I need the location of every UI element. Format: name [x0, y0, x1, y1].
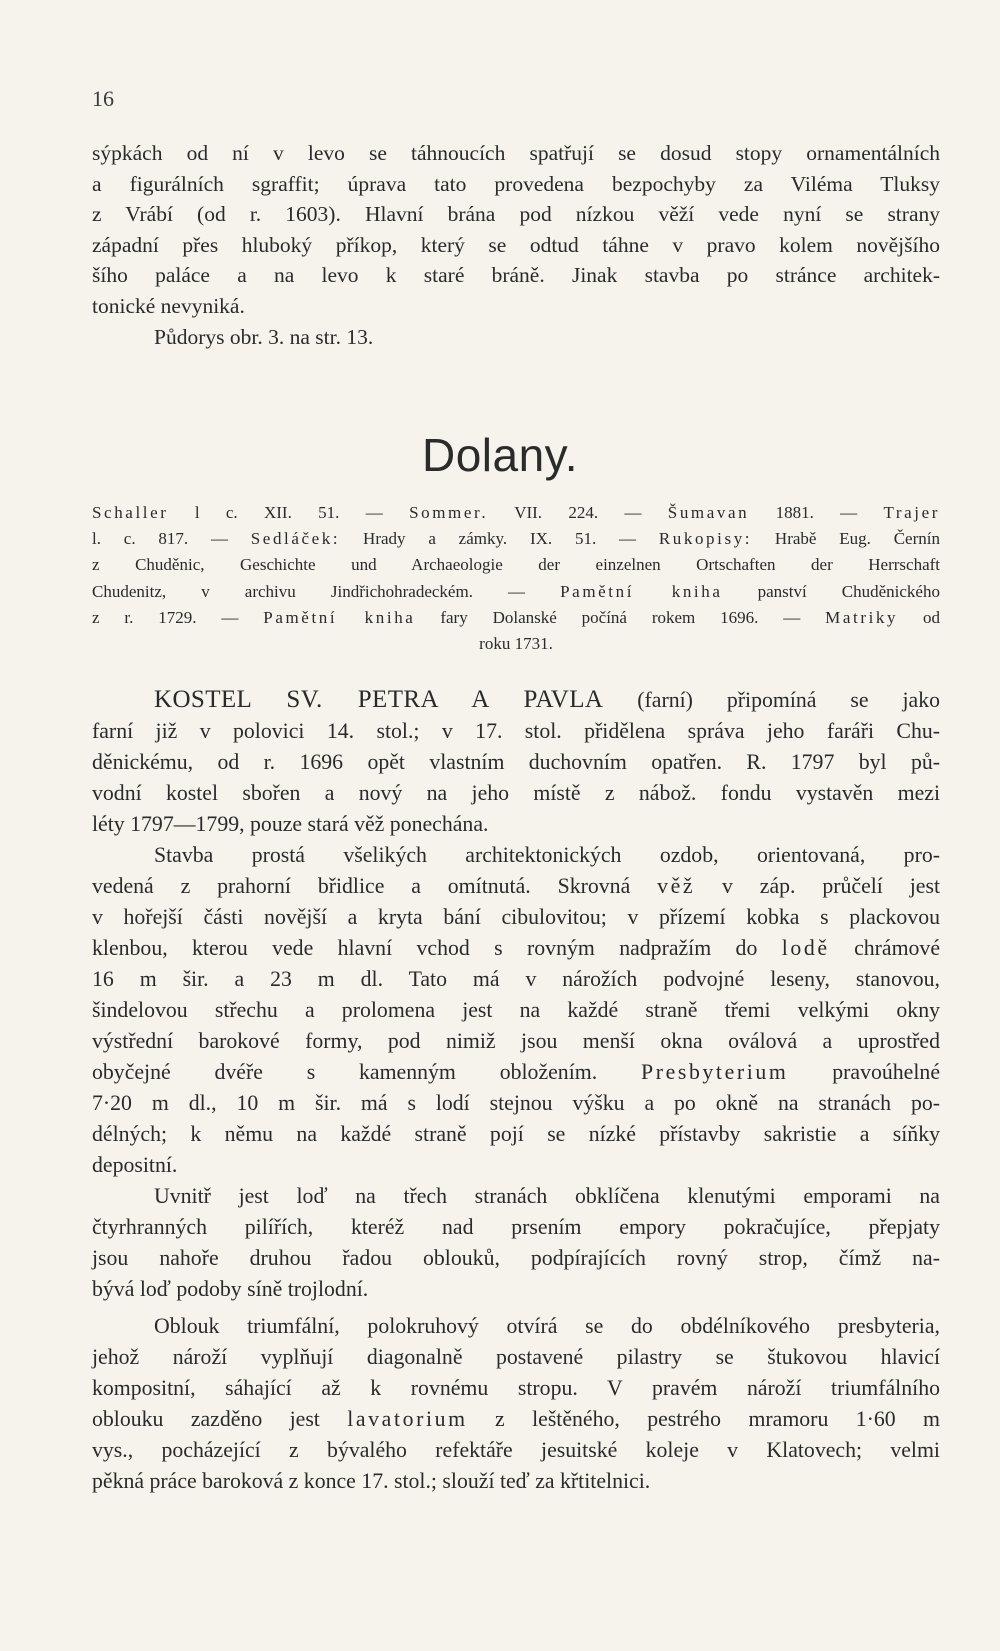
sources-paragraph [92, 500, 940, 657]
source-text: l c. XII. 51. — [168, 503, 410, 522]
text-line: západní přes hluboký příkop, který se odtud táhne v pravo kolem novějšího [92, 232, 940, 257]
text-line: Uvnitř jest loď na třech stranách obklíčena klenutými emporami na [154, 1184, 940, 1208]
source-text: panství Chuděnického [722, 581, 940, 601]
source-text: fary Dolanské počíná rokem 1696. — [415, 607, 826, 627]
text-span: z leštěného, pestrého mramoru 1·60 m [467, 1407, 940, 1431]
intro-paragraph [92, 138, 940, 352]
text-line [92, 933, 940, 964]
source-author: Matriky [825, 607, 899, 627]
text-line: depositní. [92, 1153, 178, 1177]
text-line: bývá loď podoby síně trojlodní. [92, 1277, 369, 1301]
text-line: jehož nároží vyplňují diagonalně postavené pilastry se štukovou hlavicí [92, 1345, 940, 1369]
source-text: od [898, 607, 940, 627]
text-line: pěkná práce baroková z konce 17. stol.; slouží teď za křtitelnici. [92, 1469, 651, 1493]
text-line: sýpkách od ní v levo se táhnoucích spatřují se dosud stopy ornamentálních [92, 141, 940, 165]
source-text: l. c. 817. — [92, 529, 251, 549]
term-spaced: lavatorium [347, 1407, 468, 1431]
text-line [92, 871, 940, 902]
term-spaced: věž [657, 874, 696, 898]
source-author: Šumavan [667, 503, 750, 522]
source-author: Rukopisy: [658, 529, 753, 549]
source-text: VII. 224. — [488, 503, 668, 522]
text-line: kompositní, sáhající až k rovnému stropu. V pravém nároží triumfálního [92, 1376, 940, 1400]
source-text: Hrabě Eug. Černín [752, 529, 940, 549]
source-author: Sedláček: [250, 529, 341, 549]
text-line: farní již v polovici 14. stol.; v 17. stol. přidělena správa jeho faráři Chu- [92, 719, 940, 743]
text-line [92, 579, 940, 605]
source-text: z r. 1729. — [92, 607, 264, 627]
text-span: (farní) připomíná se jako [603, 688, 940, 712]
text-line: z Vrábí (od r. 1603). Hlavní brána pod nízkou věží vede nyní se strany [92, 202, 940, 227]
text-line [92, 605, 940, 631]
text-span: v záp. průčelí jest [695, 874, 940, 898]
text-line: léty 1797—1799, pouze stará věž ponechána. [92, 812, 489, 836]
text-line: a figurálních sgraffit; úprava tato provedena bezpochyby za Viléma Tluksy [92, 171, 940, 196]
source-text: 1881. — [749, 503, 884, 522]
term-spaced: Presbyterium [641, 1060, 789, 1084]
text-span: obyčejné dvéře s kamenným obložením. [92, 1060, 641, 1084]
main-text [92, 684, 940, 1497]
text-line: šího paláce a na levo k staré bráně. Jinak stavba po stránce architek- [92, 263, 940, 288]
text-line: Stavba prostá všelikých architektonických ozdob, orientovaná, pro- [154, 843, 940, 867]
text-line: děnickému, od r. 1696 opět vlastním duchovním opatřen. R. 1797 byl pů- [92, 750, 940, 774]
term-spaced: lodě [781, 936, 830, 960]
source-author: Trajer [883, 503, 941, 522]
text-line: výstřední barokové formy, pod nimiž jsou menší okna oválová a uprostřed [92, 1029, 940, 1053]
text-line: v hořejší části novější a kryta bání cibulovitou; v přízemí kobka s plackovou [92, 905, 940, 929]
text-span: vedená z prahorní břidlice a omítnutá. Skrovná [92, 874, 658, 898]
source-text: Chudenitz, v archivu Jindřichohradeckém. — [92, 581, 561, 601]
text-span: klenbou, kterou vede hlavní vchod s rovným nadpražím do [92, 936, 782, 960]
page-number: 16 [92, 86, 114, 111]
text-line [92, 684, 940, 716]
source-author: Pamětní kniha [560, 581, 723, 601]
text-line: vodní kostel sbořen a nový na jeho místě z nábož. fondu vystavěn mezi [92, 781, 940, 805]
text-line: jsou nahoře druhou řadou oblouků, podpírajících rovný strop, čímž na- [92, 1246, 940, 1270]
text-line: Oblouk triumfální, polokruhový otvírá se do obdélníkového presbyteria, [154, 1314, 940, 1338]
text-line: vys., pocházející z bývalého refektáře jesuitské koleje v Klatovech; velmi [92, 1438, 940, 1462]
text-line: čtyrhranných pilířích, kteréž nad prsením empory pokračujíce, přepjaty [92, 1215, 940, 1239]
text-line [92, 526, 940, 552]
text-line [92, 1404, 940, 1435]
text-line: z Chuděnic, Geschichte und Archaeologie der einzelnen Ortschaften der Herrschaft [92, 555, 940, 575]
text-line [92, 1057, 940, 1088]
text-line: délných; k němu na každé straně pojí se nízké přístavby sakristie a síňky [92, 1122, 940, 1146]
church-name: KOSTEL SV. PETRA A PAVLA [154, 686, 604, 713]
text-line: roku 1731. [479, 634, 553, 654]
text-line: 16 m šir. a 23 m dl. Tato má v nárožích podvojné leseny, stanovou, [92, 967, 940, 991]
text-span: pravoúhelné [788, 1060, 940, 1084]
source-author: Schaller [92, 503, 169, 522]
source-text: Hrady a zámky. IX. 51. — [340, 529, 659, 549]
text-line: 7·20 m dl., 10 m šir. má s lodí stejnou výšku a po okně na stranách po- [92, 1091, 940, 1115]
source-author: Pamětní kniha [263, 607, 416, 627]
source-author: Sommer. [409, 503, 489, 522]
text-line: tonické nevyniká. [92, 293, 245, 318]
section-heading: Dolany. [421, 429, 579, 481]
figure-reference: Půdorys obr. 3. na str. 13. [154, 324, 374, 349]
text-span: oblouku zazděno jest [92, 1407, 348, 1431]
text-line: šindelovou střechu a prolomena jest na každé straně třemi velkými okny [92, 998, 940, 1022]
text-span: chrámové [829, 936, 940, 960]
text-line [92, 500, 940, 526]
